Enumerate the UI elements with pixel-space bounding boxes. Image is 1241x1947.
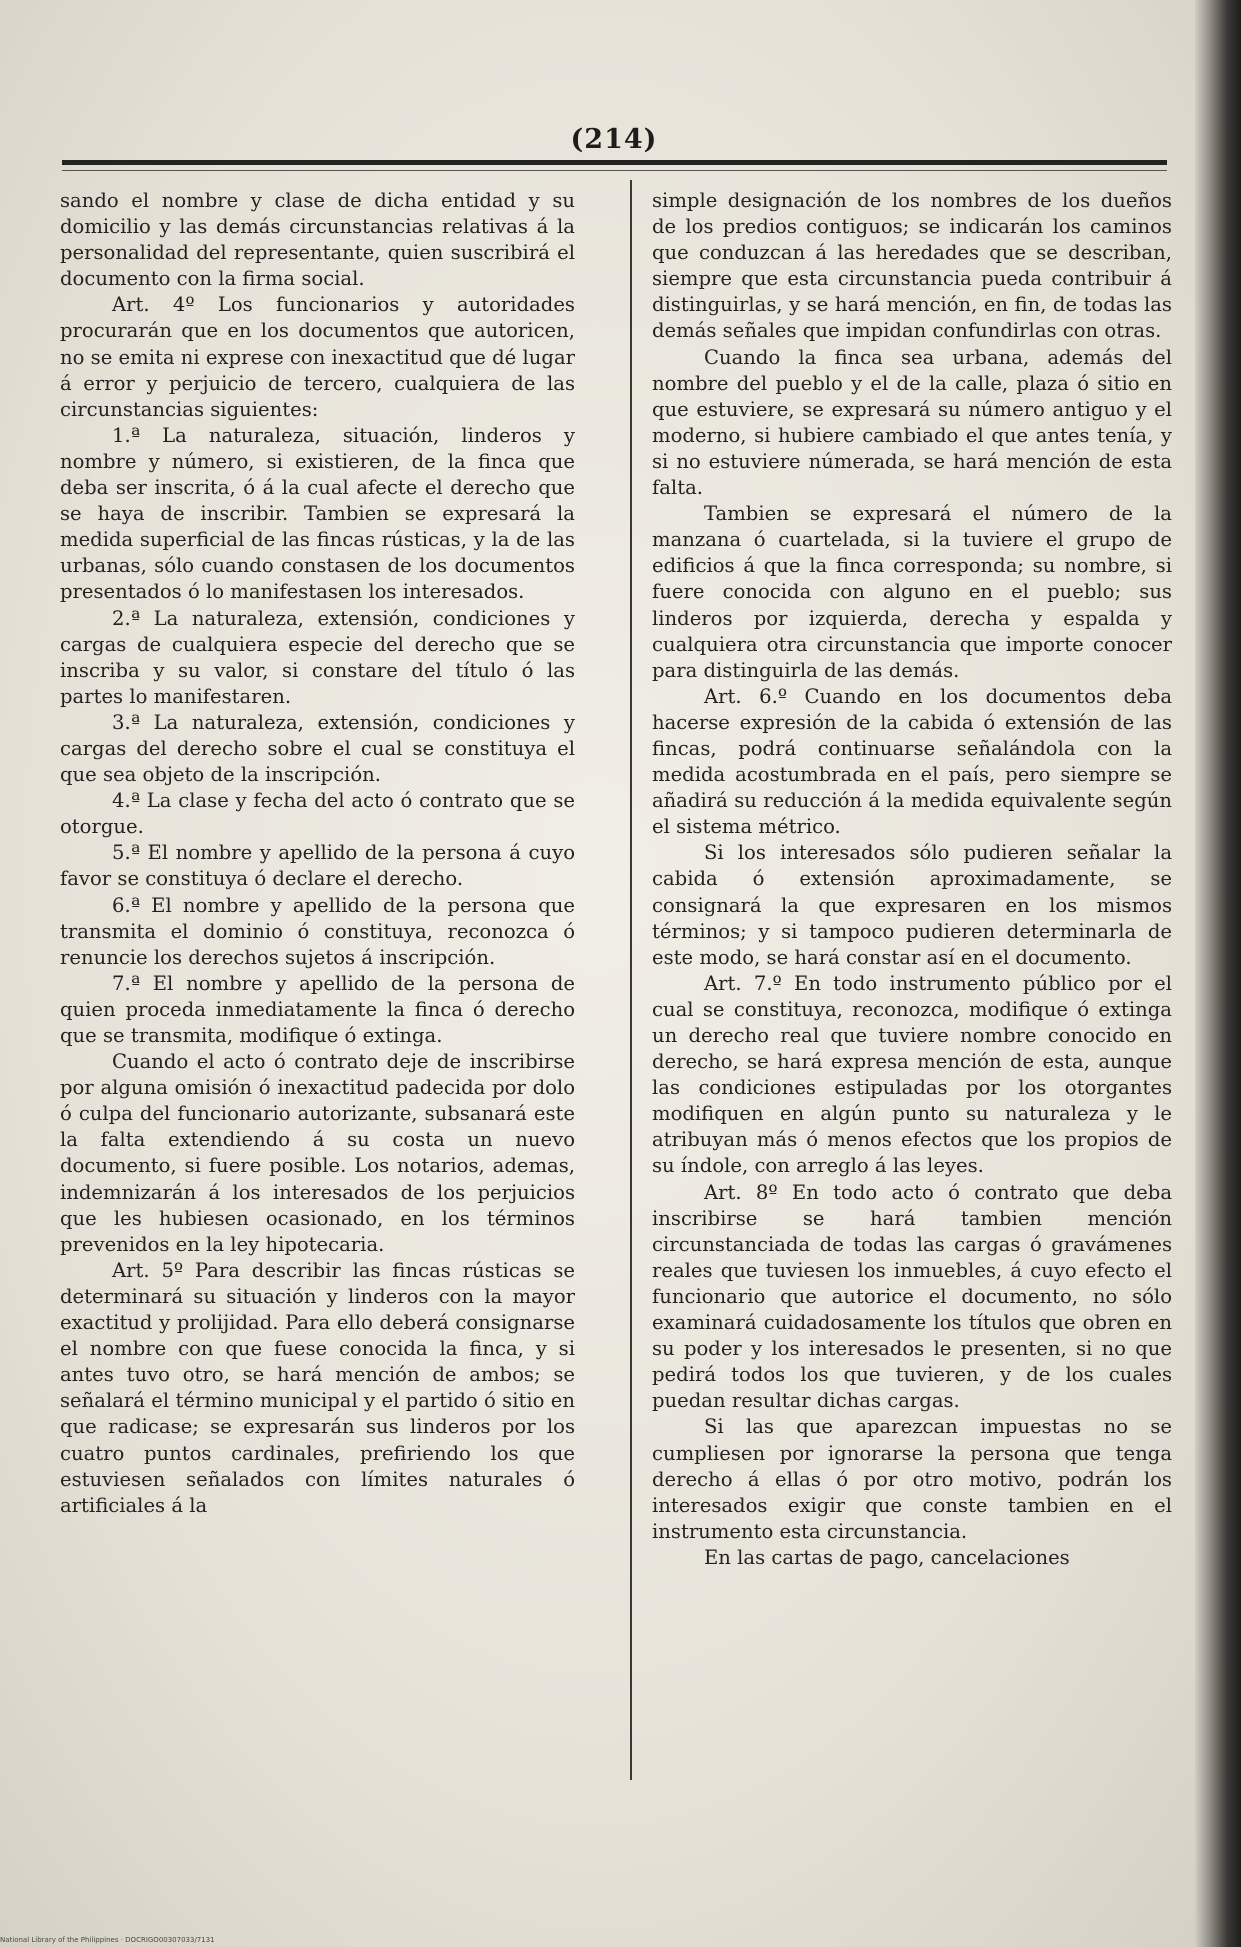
- paragraph: 3.ª La naturaleza, extensión, condiciones y cargas del derecho sobre el cual se constituya el que sea objeto de la inscripción.: [60, 710, 575, 787]
- paragraph: Art. 8º En todo acto ó contrato que deba inscribirse se hará tambien mención circunstanciada de todas las cargas ó gravámenes reales que tuviesen los inmuebles, á cuyo efecto el funcionario que autorice el documento, no sólo examinará cuidadosamente los títulos que obren en su poder y los interesados le presenten, si no que pedirá todos los que tuvieren, y de los cuales puedan resultar dichas cargas.: [652, 1180, 1172, 1413]
- paragraph: Cuando la finca sea urbana, además del nombre del pueblo y el de la calle, plaza ó sitio en que estuviere, se expresará su número antiguo y el moderno, si hubiere cambiado el que antes tenía, y si no estuviere númerada, se hará mención de esta falta.: [652, 345, 1172, 500]
- paragraph: 4.ª La clase y fecha del acto ó contrato que se otorgue.: [60, 789, 575, 839]
- paragraph: 1.ª La naturaleza, situación, linderos y nombre y número, si existieren, de la finca que deba ser inscrita, ó á la cual afecte el derecho que se haya de inscribir. Tambien se expresará la medida superficial de las fincas rústicas, y la de las urbanas, sólo cuando constasen de los documentos presentados ó lo manifestasen los interesados.: [60, 423, 575, 604]
- paragraph: 6.ª El nombre y apellido de la persona que transmita el dominio ó constituya, reconozca ó renuncie los derechos sujetos á inscripción.: [60, 893, 575, 969]
- library-footer: National Library of the Philippines · DOCRIGO00307033/7131: [0, 1936, 215, 1944]
- right-column: [652, 188, 1172, 1571]
- column-divider: [630, 180, 632, 1780]
- paragraph: 2.ª La naturaleza, extensión, condiciones y cargas de cualquiera especie del derecho que se inscriba y su valor, si constare del título ó las partes lo manifestaren.: [60, 606, 575, 708]
- page-binding-shadow: [1195, 0, 1241, 1947]
- paragraph: Art. 5º Para describir las fincas rústicas se determinará su situación y linderos con la mayor exactitud y prolijidad. Para ello deberá consignarse el nombre con que fuese conocida la finca, y si antes tuvo otro, se hará mención de ambos; se señalará el término municipal y el partido ó sitio en que radicase; se expresarán sus linderos por los cuatro puntos cardinales, prefiriendo los que estuviesen señalados con límites naturales ó artificiales á la: [60, 1258, 575, 1517]
- paragraph: sando el nombre y clase de dicha entidad y su domicilio y las demás circunstancias relativas á la personalidad del representante, quien suscribirá el documento con la firma social.: [60, 189, 575, 291]
- header-rule-thin: [62, 170, 1167, 171]
- paragraph: Cuando el acto ó contrato deje de inscribirse por alguna omisión ó inexactitud padecida por dolo ó culpa del funcionario autorizante, subsanará este la falta extendiendo á su costa un nuevo documento, si fuere posible. Los notarios, ademas, indemnizarán á los interesados de los perjuicios que les hubiesen ocasionado, en los términos prevenidos en la ley hipotecaria.: [60, 1050, 575, 1256]
- page-number: (214): [570, 124, 658, 155]
- paragraph: Art. 4º Los funcionarios y autoridades procurarán que en los documentos que autoricen, no se emita ni exprese con inexactitud que dé lugar á error y perjuicio de tercero, cualquiera de las circunstancias siguientes:: [60, 293, 575, 421]
- left-column: [60, 188, 575, 1519]
- paragraph: En las cartas de pago, cancelaciones: [704, 1545, 1070, 1569]
- paragraph: Art. 7.º En todo instrumento público por el cual se constituya, reconozca, modifique ó extinga un derecho real que tuviere nombre conocido en derecho, se hará expresa mención de esta, aunque las condiciones estipuladas por los otorgantes modifiquen en algún punto su naturaleza y le atribuyan más ó menos efectos que los propios de su índole, con arreglo á las leyes.: [652, 971, 1172, 1178]
- paragraph: Art. 6.º Cuando en los documentos deba hacerse expresión de la cabida ó extensión de las fincas, podrá continuarse señalándola con la medida acostumbrada en el país, pero siempre se añadirá su reducción á la medida equivalente según el sistema métrico.: [652, 684, 1172, 839]
- header-rule: [62, 160, 1167, 165]
- paragraph: Si los interesados sólo pudieren señalar la cabida ó extensión aproximadamente, se consignará la que expresaren en los mismos términos; y si tampoco pudieren determinarla de este modo, se hará constar así en el documento.: [652, 841, 1172, 969]
- paragraph: simple designación de los nombres de los dueños de los predios contiguos; se indicarán los caminos que conduzcan á las heredades que se describan, siempre que esta circunstancia pueda contribuir á distinguirlas, y se hará mención, en fin, de todas las demás señales que impidan confundirlas con otras.: [652, 189, 1172, 343]
- paragraph: 5.ª El nombre y apellido de la persona á cuyo favor se constituya ó declare el derecho.: [60, 841, 575, 891]
- paragraph: 7.ª El nombre y apellido de la persona de quien proceda inmediatamente la finca ó derecho que se transmita, modifique ó extinga.: [60, 971, 575, 1047]
- paragraph: Tambien se expresará el número de la manzana ó cuartelada, si la tuviere el grupo de edificios á que la finca corresponda; su nombre, si fuere conocida con alguno en el pueblo; sus linderos por izquierda, derecha y espalda y cualquiera otra circunstancia que importe conocer para distinguirla de las demás.: [652, 502, 1172, 682]
- paragraph: Si las que aparezcan impuestas no se cumpliesen por ignorarse la persona que tenga derecho á ellas ó por otro motivo, podrán los interesados exigir que conste tambien en el instrumento esta circunstancia.: [652, 1415, 1172, 1543]
